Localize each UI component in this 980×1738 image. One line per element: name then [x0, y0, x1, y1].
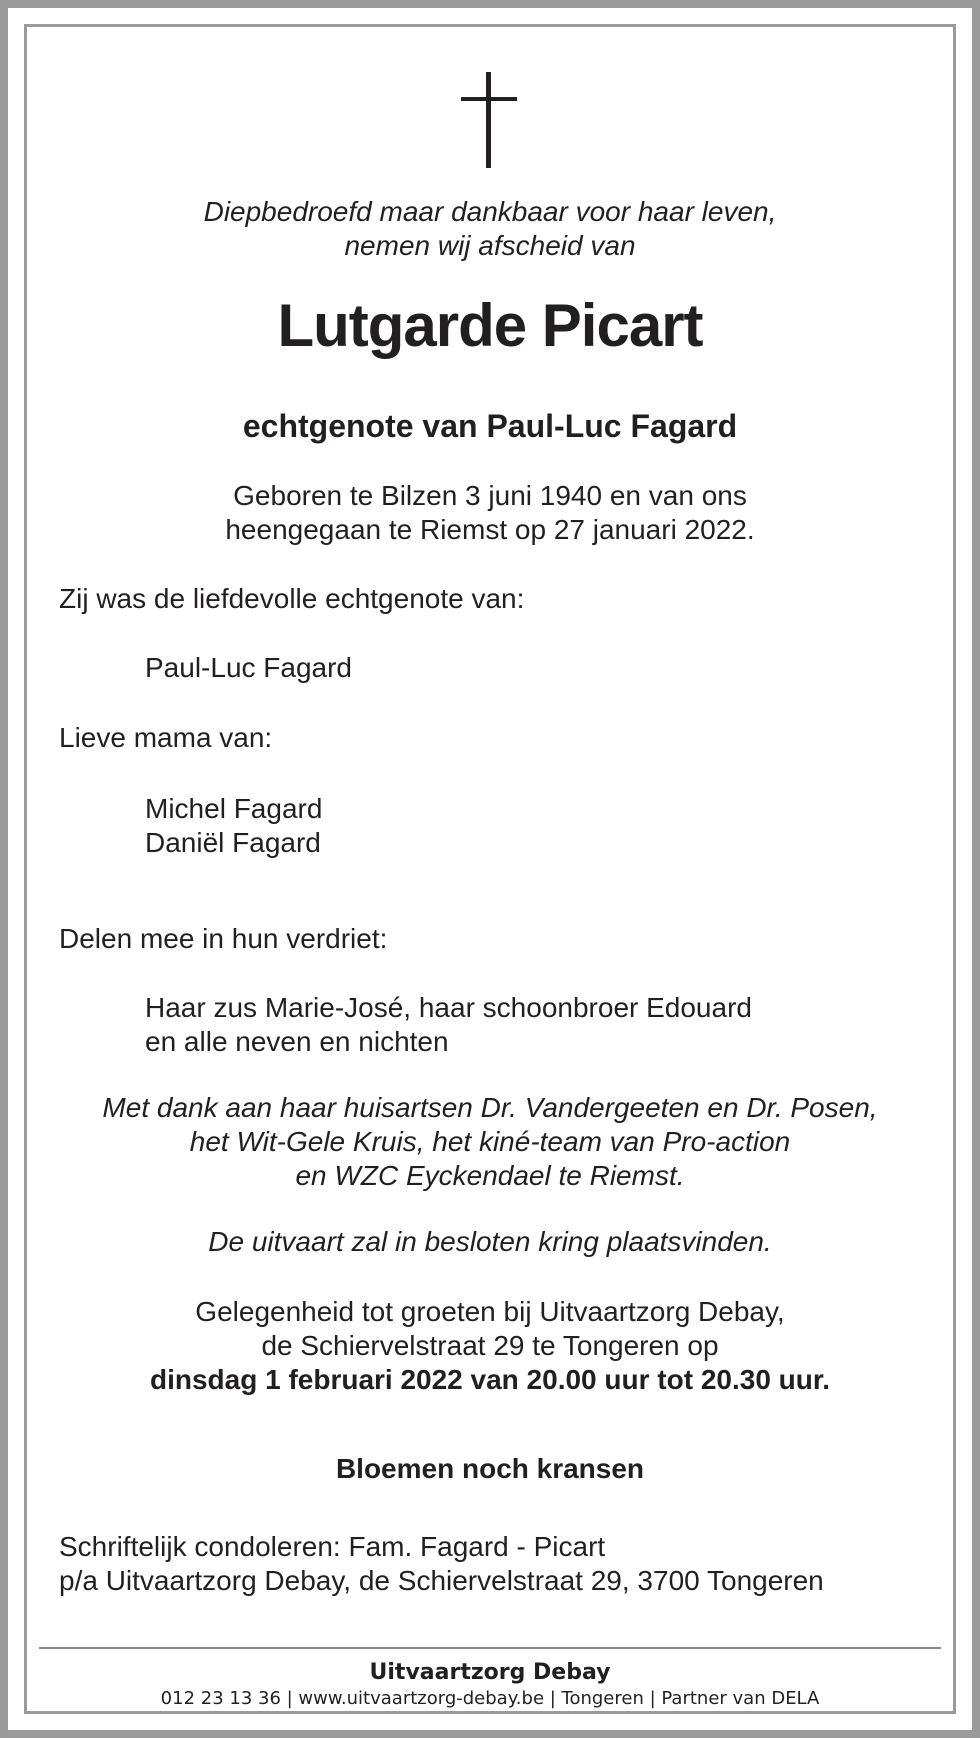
- footer-divider: [39, 1647, 941, 1649]
- funeral-note: De uitvaart zal in besloten kring plaatsvinden.: [208, 1226, 772, 1257]
- birth-death-line-2: heengegaan te Riemst op 27 januari 2022.: [225, 514, 755, 545]
- page-frame: [8, 8, 972, 1730]
- thanks-line-2: het Wit-Gele Kruis, het kiné-team van Pro-action: [189, 1126, 791, 1157]
- obituary-card: [24, 24, 956, 1714]
- visitation-line-1: Gelegenheid tot groeten bij Uitvaartzorg Debay,: [195, 1296, 785, 1327]
- deceased-name: Lutgarde Picart: [277, 292, 703, 359]
- birth-death-line-1: Geboren te Bilzen 3 juni 1940 en van ons: [233, 480, 747, 511]
- family-line-1: Haar zus Marie-José, haar schoonbroer Edouard: [145, 992, 752, 1023]
- intro-line-2: nemen wij afscheid van: [344, 230, 636, 261]
- children-heading: Lieve mama van:: [59, 722, 273, 753]
- intro-line-1: Diepbedroefd maar dankbaar voor haar leven,: [203, 196, 777, 227]
- family-heading: Delen mee in hun verdriet:: [59, 923, 388, 954]
- thanks-line-3: en WZC Eyckendael te Riemst.: [295, 1160, 685, 1191]
- visitation-line-2: de Schiervelstraat 29 te Tongeren op: [261, 1330, 719, 1361]
- flowers-note: Bloemen noch kransen: [335, 1453, 645, 1484]
- spouse-line: echtgenote van Paul-Luc Fagard: [242, 408, 738, 444]
- condolences-line-2: p/a Uitvaartzorg Debay, de Schiervelstraat 29, 3700 Tongeren: [59, 1565, 824, 1596]
- visitation-date: dinsdag 1 februari 2022 van 20.00 uur tot 20.30 uur.: [149, 1364, 831, 1395]
- spouse-name: Paul-Luc Fagard: [145, 652, 353, 683]
- family-line-2: en alle neven en nichten: [145, 1026, 449, 1057]
- child-item: Michel Fagard: [145, 793, 323, 824]
- thanks-line-1: Met dank aan haar huisartsen Dr. Vandergeeten en Dr. Posen,: [102, 1092, 878, 1123]
- cross-icon: [461, 72, 517, 168]
- child-item: Daniël Fagard: [145, 827, 321, 858]
- condolences-line-1: Schriftelijk condoleren: Fam. Fagard - Picart: [59, 1531, 606, 1562]
- funeral-home-name: Uitvaartzorg Debay: [369, 1660, 611, 1685]
- funeral-home-info: 012 23 13 36 | www.uitvaartzorg-debay.be | Tongeren | Partner van DELA: [160, 1688, 820, 1709]
- spouse-heading: Zij was de liefdevolle echtgenote van:: [59, 583, 525, 614]
